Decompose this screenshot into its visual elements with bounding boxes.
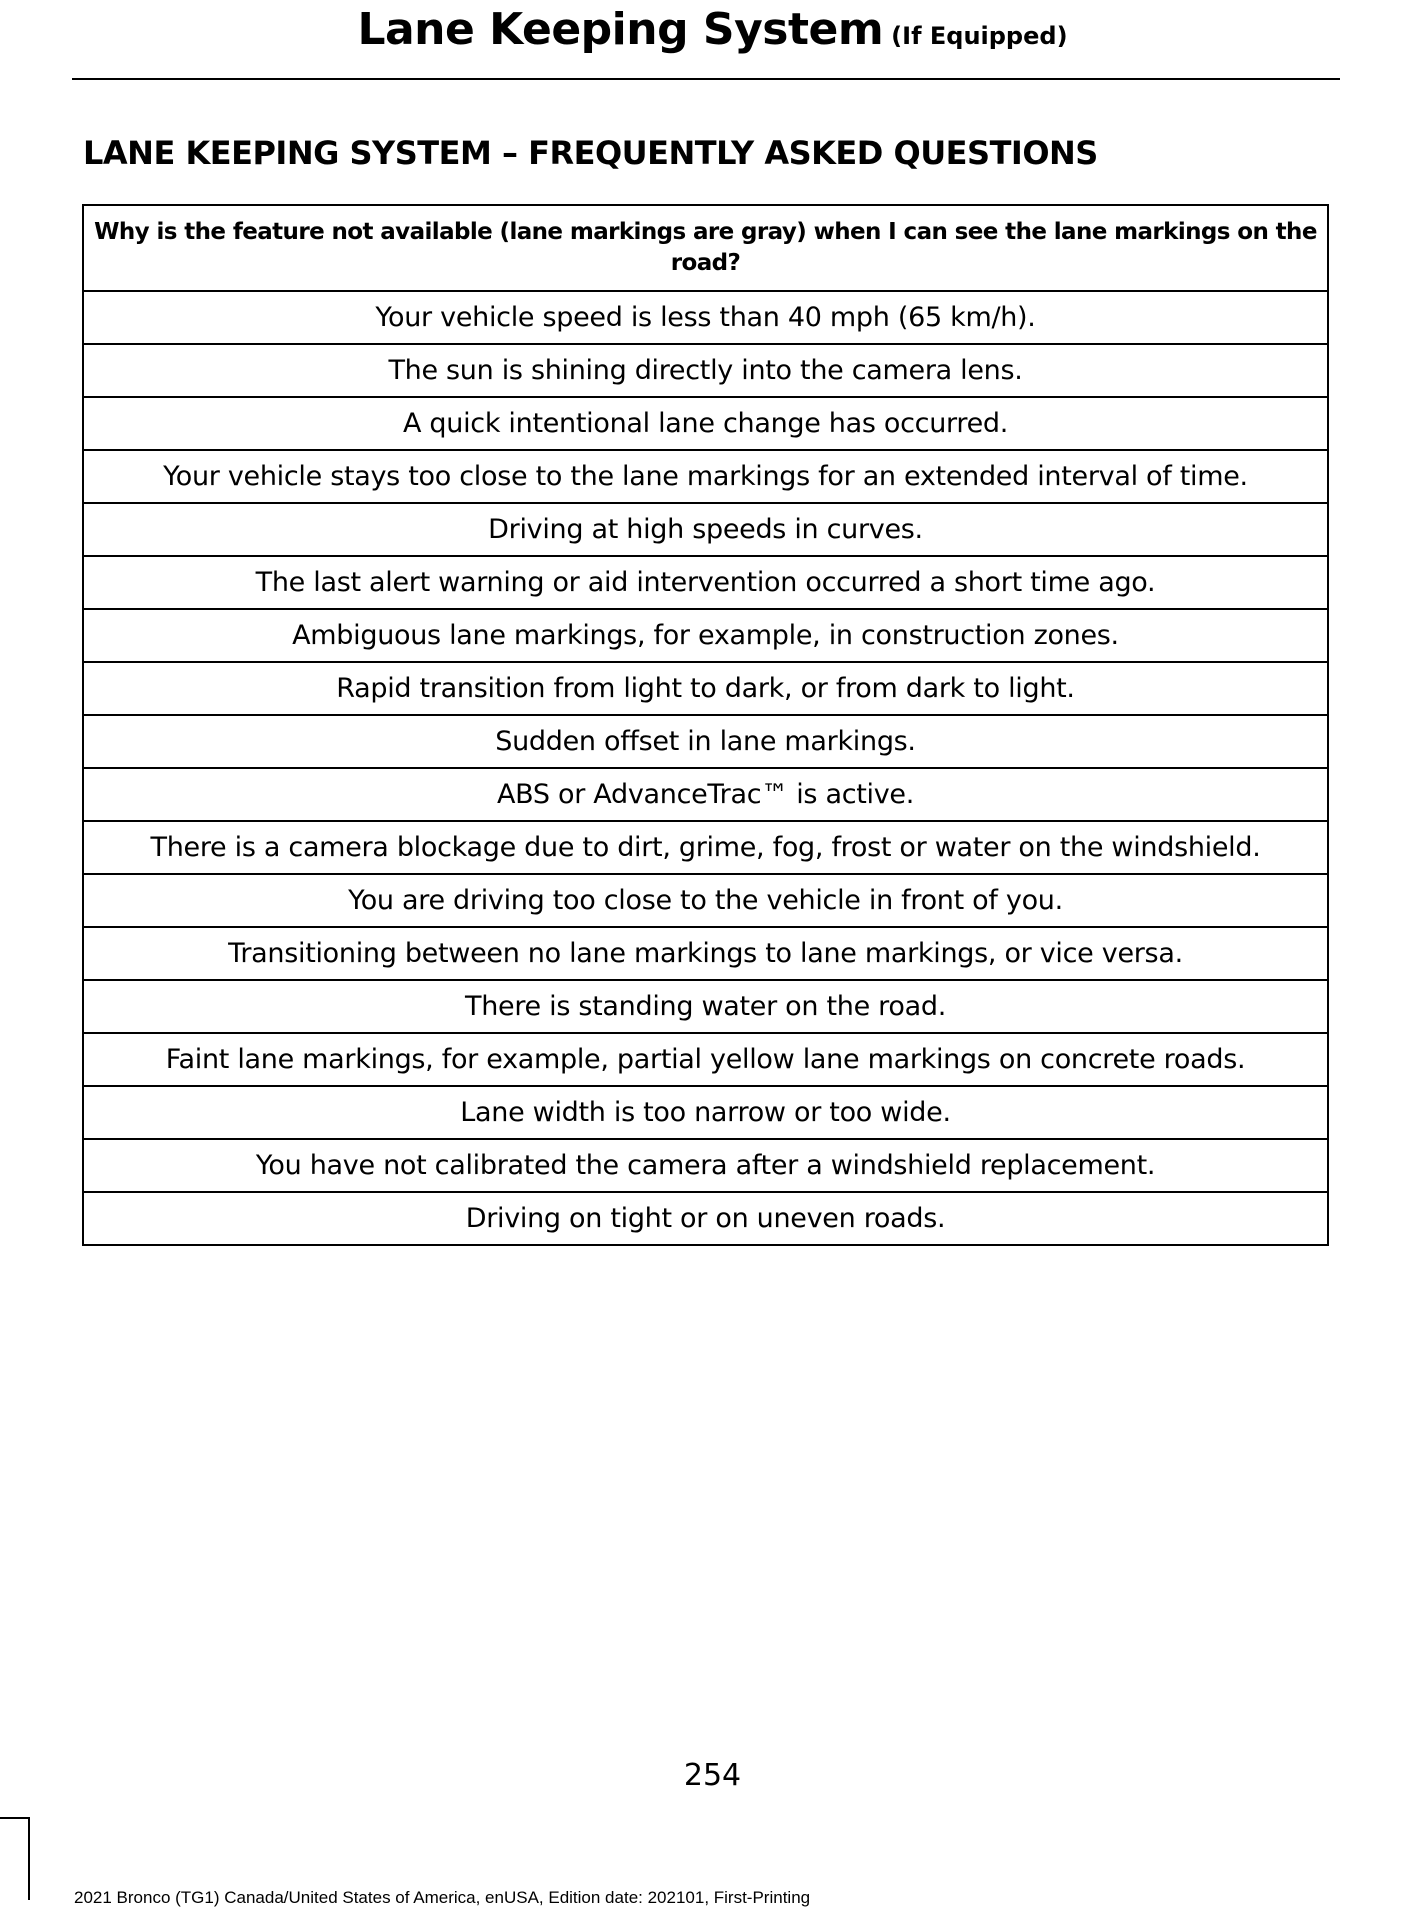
- faq-answer: Your vehicle stays too close to the lane markings for an extended interval of time.: [83, 450, 1328, 503]
- faq-answer: Faint lane markings, for example, partial yellow lane markings on concrete roads.: [83, 1033, 1328, 1086]
- table-row: [83, 1192, 1328, 1245]
- faq-answer: The last alert warning or aid intervention occurred a short time ago.: [83, 556, 1328, 609]
- faq-answer: ABS or AdvanceTrac™ is active.: [83, 768, 1328, 821]
- faq-answer: Driving on tight or on uneven roads.: [83, 1192, 1328, 1245]
- edition-footer: 2021 Bronco (TG1) Canada/United States of America, enUSA, Edition date: 202101, First-Printing: [74, 1888, 811, 1907]
- table-row: [83, 1086, 1328, 1139]
- table-row: [83, 980, 1328, 1033]
- faq-answer: Driving at high speeds in curves.: [83, 503, 1328, 556]
- page-header: [0, 0, 1425, 55]
- table-row: [83, 821, 1328, 874]
- page-title-suffix: (If Equipped): [891, 22, 1068, 50]
- faq-question: Why is the feature not available (lane markings are gray) when I can see the lane markings on the road?: [83, 205, 1328, 291]
- table-row: [83, 503, 1328, 556]
- section-heading: LANE KEEPING SYSTEM – FREQUENTLY ASKED QUESTIONS: [83, 134, 1098, 172]
- table-row: [83, 662, 1328, 715]
- table-row: [83, 1139, 1328, 1192]
- faq-answer: A quick intentional lane change has occurred.: [83, 397, 1328, 450]
- faq-answer: Transitioning between no lane markings to lane markings, or vice versa.: [83, 927, 1328, 980]
- faq-answer: Rapid transition from light to dark, or from dark to light.: [83, 662, 1328, 715]
- faq-answer: There is a camera blockage due to dirt, grime, fog, frost or water on the windshield.: [83, 821, 1328, 874]
- table-row: [83, 291, 1328, 344]
- faq-table: [82, 204, 1329, 1246]
- table-row: [83, 715, 1328, 768]
- faq-answer: The sun is shining directly into the camera lens.: [83, 344, 1328, 397]
- table-row: [83, 927, 1328, 980]
- faq-answer: You have not calibrated the camera after a windshield replacement.: [83, 1139, 1328, 1192]
- crop-mark: [28, 1817, 30, 1900]
- page-title: Lane Keeping System: [357, 4, 884, 55]
- table-row: [83, 609, 1328, 662]
- faq-question-row: [83, 205, 1328, 291]
- faq-answer: Lane width is too narrow or too wide.: [83, 1086, 1328, 1139]
- faq-answer: Sudden offset in lane markings.: [83, 715, 1328, 768]
- table-row: [83, 397, 1328, 450]
- crop-mark: [0, 1817, 30, 1819]
- faq-answer: You are driving too close to the vehicle in front of you.: [83, 874, 1328, 927]
- table-row: [83, 450, 1328, 503]
- table-row: [83, 874, 1328, 927]
- page-number: 254: [683, 1758, 742, 1793]
- header-divider: [72, 78, 1340, 80]
- table-row: [83, 768, 1328, 821]
- faq-answer: There is standing water on the road.: [83, 980, 1328, 1033]
- table-row: [83, 344, 1328, 397]
- faq-answer: Ambiguous lane markings, for example, in construction zones.: [83, 609, 1328, 662]
- faq-answer: Your vehicle speed is less than 40 mph (65 km/h).: [83, 291, 1328, 344]
- table-row: [83, 556, 1328, 609]
- table-row: [83, 1033, 1328, 1086]
